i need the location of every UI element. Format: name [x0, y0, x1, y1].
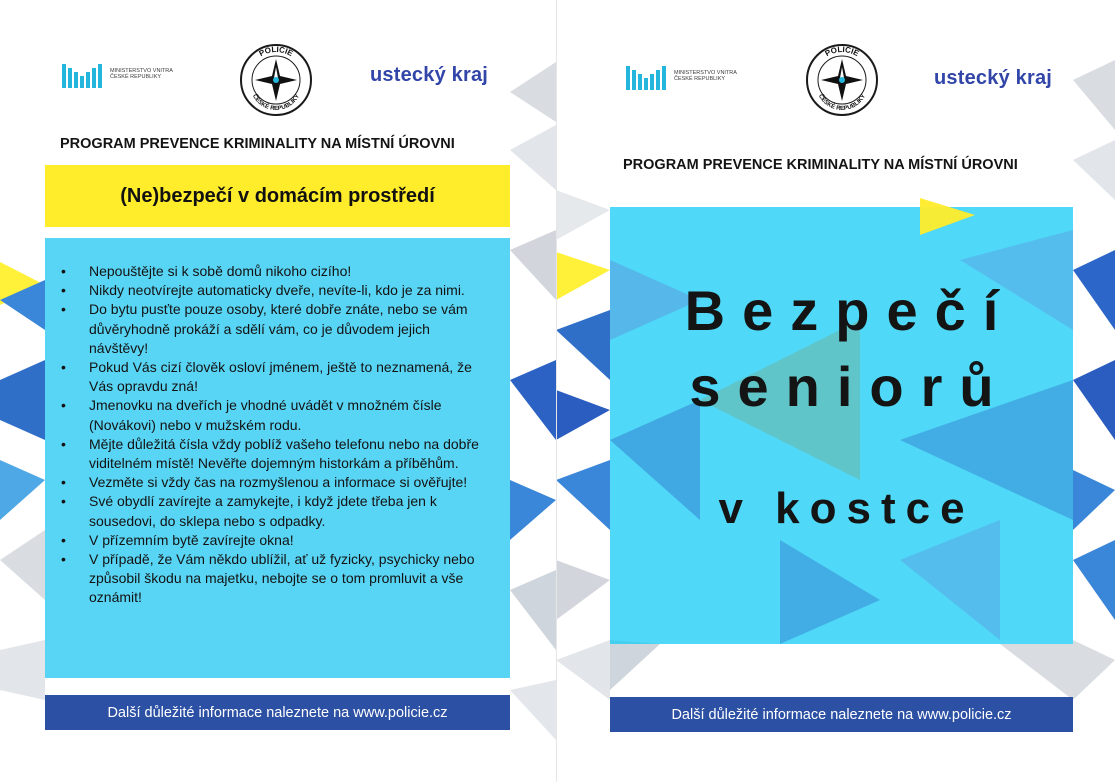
badge-bottom-text: ČESKÉ REPUBLIKY: [250, 93, 302, 113]
ministry-logo-text: MINISTERSTVO VNITRA ČESKÉ REPUBLIKY: [110, 67, 173, 80]
kraj-logo: ustecký kraj: [934, 67, 1053, 89]
cover-title-line3: v kostce: [718, 484, 975, 533]
tip-text: Nepouštějte si k sobě domů nikoho cizího!: [89, 263, 352, 279]
bullet: •: [61, 359, 66, 376]
badge-bottom-text: ČESKÉ REPUBLIKY: [816, 93, 868, 113]
bullet: •: [61, 474, 66, 491]
kraj-logo: ustecký kraj: [370, 64, 489, 86]
tip-text: Nikdy neotvírejte automaticky dveře, nevíte-li, kdo je za nimi.: [89, 282, 465, 299]
bullet: •: [61, 493, 66, 510]
bullet: •: [61, 435, 66, 452]
tip-text: Pokud Vás cizí člověk osloví jménem, ještě to neznamená, že Vás opravdu zná!: [89, 359, 472, 395]
bullet: •: [61, 282, 66, 299]
tip-text: Své obydlí zavírejte a zamykejte, i když jdete třeba jen k sousedovi, do sklepa nebo s odpadky.: [89, 493, 437, 529]
tip-text: Jmenovku na dveřích je vhodné uvádět v množném čísle (Novákovi) nebo v mužském rodu.: [89, 397, 442, 433]
program-title: PROGRAM PREVENCE KRIMINALITY NA MÍSTNÍ ÚROVNI: [60, 136, 455, 152]
cover-title-line2: seniorů: [689, 355, 1011, 418]
tip-text: Mějte důležitá čísla vždy poblíž vašeho telefonu nebo na dobře viditelném místě! Nevěřte dojemným historkám a příběhům.: [89, 435, 479, 472]
program-title: PROGRAM PREVENCE KRIMINALITY NA MÍSTNÍ ÚROVNI: [623, 157, 1018, 173]
footer-bar: [610, 697, 1073, 732]
banner-title: (Ne)bezpečí v domácím prostředí: [120, 184, 435, 207]
ministry-logo-text: MINISTERSTVO VNITRA ČESKÉ REPUBLIKY: [674, 69, 737, 82]
footer-text: Další důležité informace naleznete na www.policie.cz: [671, 706, 1012, 723]
tip-text: Vezměte si vždy čas na rozmyšlenou a informace si ověřujte!: [89, 474, 468, 491]
bullet: •: [61, 531, 66, 548]
bullet: •: [61, 397, 66, 414]
bullet: •: [61, 301, 66, 318]
footer-text: Další důležité informace naleznete na www.policie.cz: [107, 704, 448, 721]
badge-top-text: POLICIE: [257, 44, 295, 59]
cover-title-line1: Bezpečí: [684, 279, 1016, 342]
tip-text: Do bytu pusťte pouze osoby, které dobře znáte, nebo se vám důvěryhodně prokáží a sdělí vám, co je důvodem jejich návštěvy!: [89, 301, 468, 356]
bullet: •: [61, 551, 66, 568]
badge-top-text: POLICIE: [823, 44, 861, 59]
bullet: •: [61, 263, 66, 279]
tip-text: V přízemním bytě zavírejte okna!: [89, 531, 294, 548]
tip-text: V případě, že Vám někdo ublížil, ať už fyzicky, psychicky nebo způsobil škodu na majetku, nebojte se o tom promluvit a vše oznámit!: [89, 551, 475, 606]
